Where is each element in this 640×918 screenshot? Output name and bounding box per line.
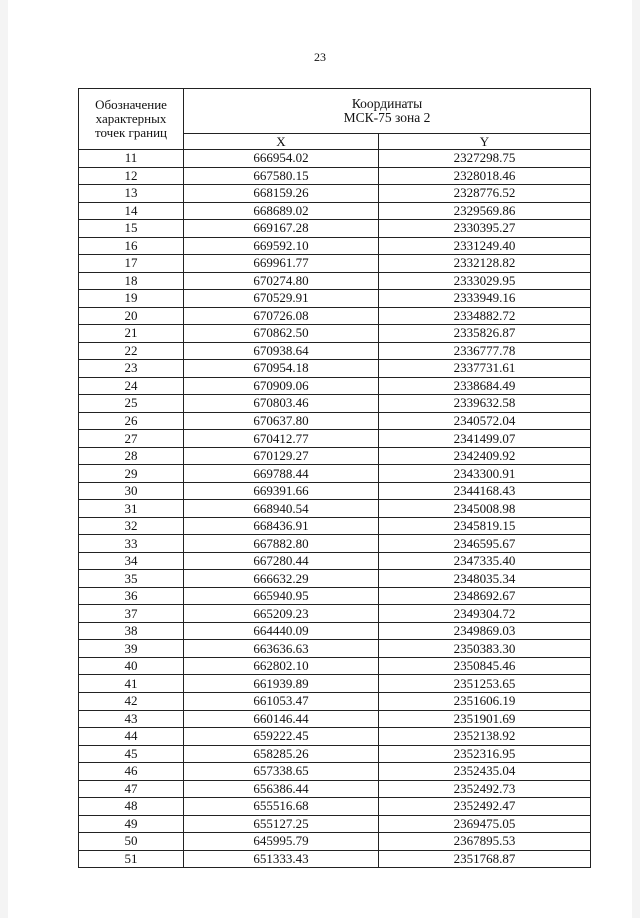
point-cell: 12	[79, 167, 184, 185]
point-cell: 38	[79, 622, 184, 640]
table-row	[79, 570, 591, 588]
point-cell: 41	[79, 675, 184, 693]
point-cell: 51	[79, 850, 184, 868]
point-cell: 22	[79, 342, 184, 360]
y-cell: 2350845.46	[379, 657, 591, 675]
table-row	[79, 237, 591, 255]
point-cell: 39	[79, 640, 184, 658]
point-cell: 50	[79, 833, 184, 851]
point-cell: 49	[79, 815, 184, 833]
coordinates-header	[184, 89, 591, 134]
table-row	[79, 185, 591, 203]
point-cell: 30	[79, 482, 184, 500]
table-row	[79, 622, 591, 640]
point-cell: 19	[79, 290, 184, 308]
point-cell: 47	[79, 780, 184, 798]
point-cell: 44	[79, 728, 184, 746]
table-row	[79, 290, 591, 308]
point-cell: 23	[79, 360, 184, 378]
point-cell: 46	[79, 763, 184, 781]
coordinates-header-line-1: Координаты	[351, 96, 423, 111]
table-row	[79, 517, 591, 535]
x-cell: 666954.02	[184, 150, 379, 168]
point-cell: 18	[79, 272, 184, 290]
table-row	[79, 657, 591, 675]
y-cell: 2352435.04	[379, 763, 591, 781]
x-cell: 668940.54	[184, 500, 379, 518]
table-row	[79, 763, 591, 781]
y-cell: 2348035.34	[379, 570, 591, 588]
x-cell: 669391.66	[184, 482, 379, 500]
coordinates-table	[78, 88, 591, 868]
y-cell: 2337731.61	[379, 360, 591, 378]
y-cell: 2346595.67	[379, 535, 591, 553]
y-cell: 2369475.05	[379, 815, 591, 833]
x-cell: 667280.44	[184, 552, 379, 570]
point-cell: 28	[79, 447, 184, 465]
y-cell: 2333029.95	[379, 272, 591, 290]
y-cell: 2347335.40	[379, 552, 591, 570]
y-cell: 2335826.87	[379, 325, 591, 343]
table-row	[79, 220, 591, 238]
table-row	[79, 360, 591, 378]
y-cell: 2352316.95	[379, 745, 591, 763]
point-cell: 37	[79, 605, 184, 623]
table-row	[79, 325, 591, 343]
table-row	[79, 605, 591, 623]
x-cell: 670726.08	[184, 307, 379, 325]
y-cell: 2341499.07	[379, 430, 591, 448]
y-cell: 2328018.46	[379, 167, 591, 185]
y-cell: 2331249.40	[379, 237, 591, 255]
x-cell: 645995.79	[184, 833, 379, 851]
x-cell: 670938.64	[184, 342, 379, 360]
y-cell: 2350383.30	[379, 640, 591, 658]
point-cell: 26	[79, 412, 184, 430]
table-row	[79, 272, 591, 290]
y-cell: 2330395.27	[379, 220, 591, 238]
point-cell: 14	[79, 202, 184, 220]
x-cell: 670274.80	[184, 272, 379, 290]
y-cell: 2367895.53	[379, 833, 591, 851]
x-cell: 669167.28	[184, 220, 379, 238]
y-cell: 2345008.98	[379, 500, 591, 518]
y-cell: 2333949.16	[379, 290, 591, 308]
x-cell: 665940.95	[184, 587, 379, 605]
point-cell: 42	[79, 692, 184, 710]
x-column-header: X	[184, 134, 379, 150]
y-cell: 2352138.92	[379, 728, 591, 746]
y-cell: 2328776.52	[379, 185, 591, 203]
table-row	[79, 552, 591, 570]
x-cell: 669961.77	[184, 255, 379, 273]
point-cell: 25	[79, 395, 184, 413]
point-cell: 27	[79, 430, 184, 448]
y-cell: 2332128.82	[379, 255, 591, 273]
point-cell: 11	[79, 150, 184, 168]
table-row	[79, 745, 591, 763]
x-cell: 658285.26	[184, 745, 379, 763]
table-body	[79, 150, 591, 868]
x-cell: 670412.77	[184, 430, 379, 448]
point-cell: 40	[79, 657, 184, 675]
x-cell: 661939.89	[184, 675, 379, 693]
point-cell: 45	[79, 745, 184, 763]
y-cell: 2351606.19	[379, 692, 591, 710]
x-cell: 655127.25	[184, 815, 379, 833]
x-cell: 660146.44	[184, 710, 379, 728]
y-cell: 2348692.67	[379, 587, 591, 605]
x-cell: 668159.26	[184, 185, 379, 203]
x-cell: 667882.80	[184, 535, 379, 553]
x-cell: 668689.02	[184, 202, 379, 220]
y-cell: 2338684.49	[379, 377, 591, 395]
y-cell: 2349304.72	[379, 605, 591, 623]
y-cell: 2342409.92	[379, 447, 591, 465]
x-cell: 656386.44	[184, 780, 379, 798]
page-number: 23	[314, 50, 326, 64]
point-cell: 32	[79, 517, 184, 535]
x-cell: 651333.43	[184, 850, 379, 868]
table-row	[79, 500, 591, 518]
point-cell: 48	[79, 798, 184, 816]
table-row	[79, 587, 591, 605]
x-cell: 668436.91	[184, 517, 379, 535]
table-row	[79, 798, 591, 816]
x-cell: 670909.06	[184, 377, 379, 395]
table-row	[79, 255, 591, 273]
point-cell: 43	[79, 710, 184, 728]
point-cell: 20	[79, 307, 184, 325]
x-cell: 664440.09	[184, 622, 379, 640]
point-cell: 24	[79, 377, 184, 395]
table-row	[79, 430, 591, 448]
x-cell: 667580.15	[184, 167, 379, 185]
table-row	[79, 728, 591, 746]
table-row	[79, 377, 591, 395]
table-row	[79, 150, 591, 168]
x-cell: 659222.45	[184, 728, 379, 746]
x-cell: 669592.10	[184, 237, 379, 255]
y-cell: 2345819.15	[379, 517, 591, 535]
point-cell: 33	[79, 535, 184, 553]
x-cell: 669788.44	[184, 465, 379, 483]
point-cell: 13	[79, 185, 184, 203]
coordinates-header-line-2: МСК-75 зона 2	[343, 110, 431, 125]
y-cell: 2351901.69	[379, 710, 591, 728]
y-cell: 2336777.78	[379, 342, 591, 360]
point-cell: 17	[79, 255, 184, 273]
y-cell: 2352492.47	[379, 798, 591, 816]
y-cell: 2327298.75	[379, 150, 591, 168]
y-cell: 2339632.58	[379, 395, 591, 413]
table-row	[79, 482, 591, 500]
y-cell: 2349869.03	[379, 622, 591, 640]
y-cell: 2343300.91	[379, 465, 591, 483]
y-cell: 2329569.86	[379, 202, 591, 220]
y-cell: 2352492.73	[379, 780, 591, 798]
y-cell: 2340572.04	[379, 412, 591, 430]
point-cell: 29	[79, 465, 184, 483]
table-row	[79, 167, 591, 185]
point-cell: 36	[79, 587, 184, 605]
table-row	[79, 202, 591, 220]
table-row	[79, 447, 591, 465]
x-cell: 670529.91	[184, 290, 379, 308]
point-header-line-2: характерных	[95, 111, 167, 126]
point-cell: 21	[79, 325, 184, 343]
x-cell: 670637.80	[184, 412, 379, 430]
point-cell: 34	[79, 552, 184, 570]
document-page	[8, 0, 632, 918]
table-row	[79, 850, 591, 868]
point-cell: 15	[79, 220, 184, 238]
table-row	[79, 692, 591, 710]
y-cell: 2351768.87	[379, 850, 591, 868]
table-row	[79, 412, 591, 430]
x-cell: 670803.46	[184, 395, 379, 413]
x-cell: 663636.63	[184, 640, 379, 658]
y-column-header: Y	[379, 134, 591, 150]
x-cell: 666632.29	[184, 570, 379, 588]
point-header-line-1: Обозначение	[95, 97, 167, 112]
x-cell: 670954.18	[184, 360, 379, 378]
table-row	[79, 465, 591, 483]
table-row	[79, 640, 591, 658]
point-cell: 16	[79, 237, 184, 255]
table-row	[79, 675, 591, 693]
table-row	[79, 342, 591, 360]
table-row	[79, 833, 591, 851]
x-cell: 665209.23	[184, 605, 379, 623]
point-cell: 31	[79, 500, 184, 518]
x-cell: 662802.10	[184, 657, 379, 675]
point-header-line-3: точек границ	[94, 125, 168, 140]
table-row	[79, 307, 591, 325]
table-row	[79, 395, 591, 413]
y-cell: 2334882.72	[379, 307, 591, 325]
x-cell: 657338.65	[184, 763, 379, 781]
x-cell: 670862.50	[184, 325, 379, 343]
table-row	[79, 535, 591, 553]
table-row	[79, 710, 591, 728]
table-row	[79, 780, 591, 798]
x-cell: 661053.47	[184, 692, 379, 710]
y-cell: 2351253.65	[379, 675, 591, 693]
x-cell: 655516.68	[184, 798, 379, 816]
point-column-header	[79, 89, 184, 150]
table-row	[79, 815, 591, 833]
point-cell: 35	[79, 570, 184, 588]
x-cell: 670129.27	[184, 447, 379, 465]
y-cell: 2344168.43	[379, 482, 591, 500]
